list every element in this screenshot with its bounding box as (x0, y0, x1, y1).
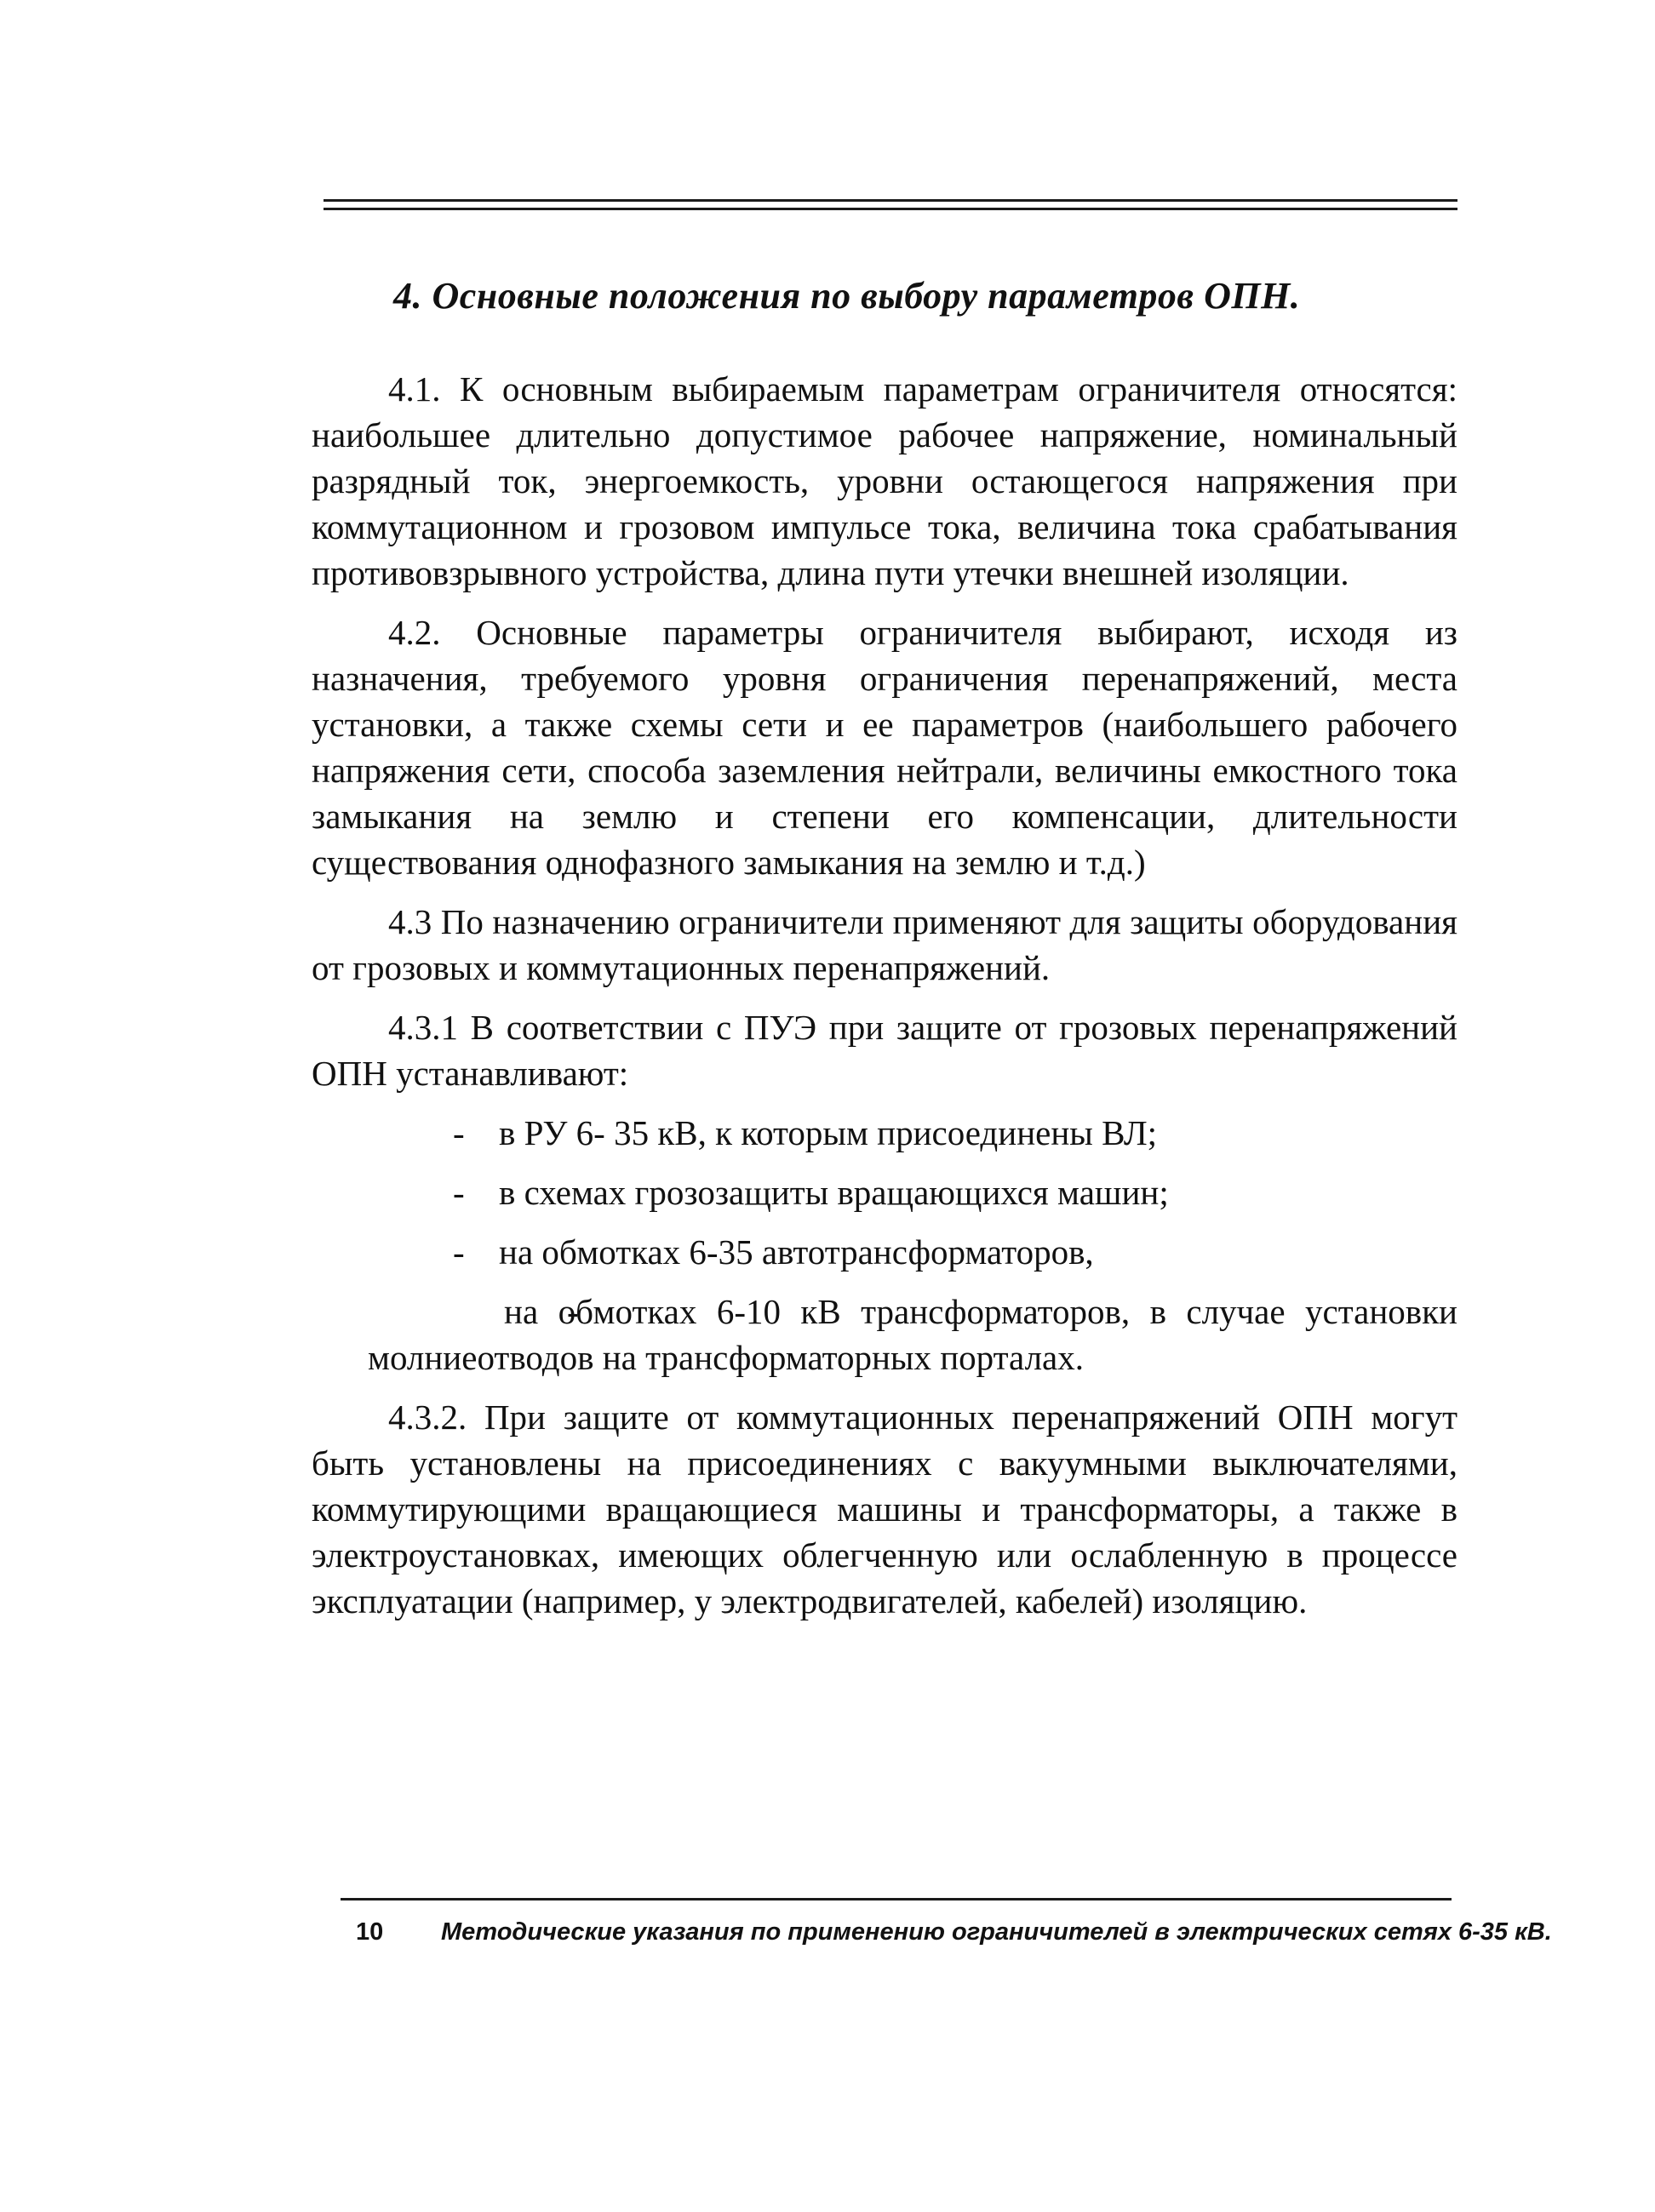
section-heading: 4. Основные положения по выбору параметров ОПН. (393, 275, 1301, 317)
list-item (312, 1110, 1457, 1156)
page-footer (356, 1918, 1552, 1946)
installation-list (312, 1110, 1457, 1380)
footer-title: Методические указания по применению ограничителей в электрических сетях 6-35 кВ. (441, 1918, 1552, 1946)
top-rule-line-second (324, 208, 1457, 210)
paragraph-4-3-1: 4.3.1 В соответствии с ПУЭ при защите от грозовых перенапряжений ОПН устанавливают: (312, 1008, 1457, 1093)
list-item-text: в РУ 6- 35 кВ, к которым присоединены ВЛ; (499, 1113, 1158, 1152)
list-item (312, 1229, 1457, 1275)
document-body (312, 366, 1457, 1638)
paragraph-4-3-2: 4.3.2. При защите от коммутационных перенапряжений ОПН могут быть установлены на присоединениях с вакуумными выключателями, коммутирующими вращающиеся машины и трансформаторы, а также в электроустановках, имеющих облегченную или ослабленную в процессе эксплуатации (например, у электродвигателей, кабелей) изоляцию. (312, 1398, 1457, 1620)
list-item (312, 1289, 1457, 1380)
list-item-text: в схемах грозозащиты вращающихся машин; (499, 1173, 1169, 1212)
paragraph-4-1: 4.1. К основным выбираемым параметрам ограничителя относятся: наибольшее длительно допустимое рабочее напряжение, номинальный разрядный ток, энергоемкость, уровни остающегося напряжения при коммутационном и грозовом импульсе тока, величина тока срабатывания противовзрывного устройства, длина пути утечки внешней изоляции. (312, 369, 1457, 592)
list-item-text: на обмотках 6-35 автотрансформаторов, (499, 1232, 1094, 1272)
footer-rule-line (341, 1898, 1452, 1900)
page-number: 10 (356, 1918, 384, 1946)
list-item-text: на обмотках 6-10 кВ трансформаторов, в случае установки молниеотводов на трансформаторных порталах. (368, 1292, 1457, 1377)
list-item (312, 1169, 1457, 1215)
paragraph-4-3: 4.3 По назначению ограничители применяют для защиты оборудования от грозовых и коммутационных перенапряжений. (312, 902, 1457, 987)
paragraph-4-2: 4.2. Основные параметры ограничителя выбирают, исходя из назначения, требуемого уровня ограничения перенапряжений, места установки, а также схемы сети и ее параметров (наибольшего рабочего напряжения сети, способа заземления нейтрали, величины емкостного тока замыкания на землю и степени его компенсации, длительности существования однофазного замыкания на землю и т.д.) (312, 613, 1457, 882)
top-rule-line (324, 199, 1457, 202)
